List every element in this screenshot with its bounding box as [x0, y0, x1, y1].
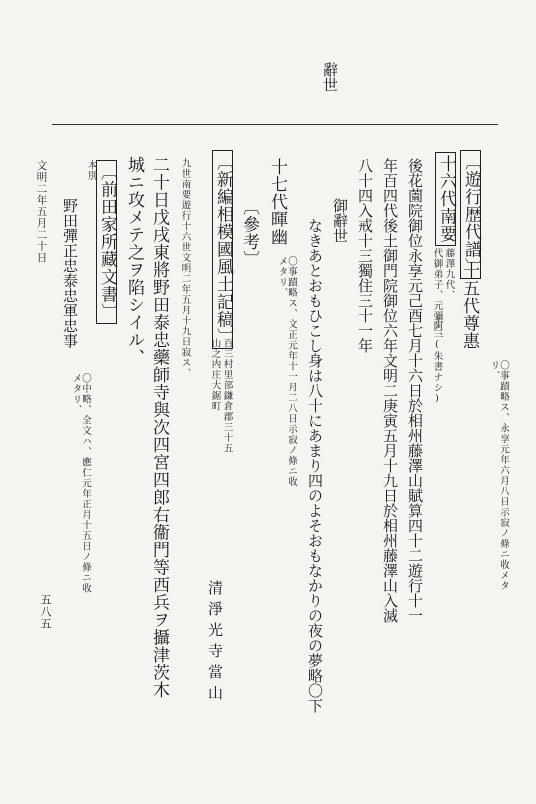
body-line-1: 後花薗院御位永享元己酉七月十六日於相州藤澤山賦算四十二遊行十一	[406, 158, 424, 623]
document-title: 野田彈正忠泰忠軍忠事	[61, 198, 79, 348]
note-16-c: 十三(朱書ナシ)	[431, 318, 443, 405]
note-16-a: 藤澤九代、	[443, 248, 455, 301]
maeda-subnote: 本別	[85, 160, 97, 181]
entry-16-nanyo: 十六代南要	[435, 152, 456, 246]
source-title-sagami: 〔新編相模國風土記稿〕	[212, 150, 233, 349]
document-note: 〇中略、全文ハ、應仁元年正月十五日ノ條ニ收メタリ、	[70, 373, 91, 594]
entry-17-kiyu: 十七代暉幽	[267, 158, 287, 246]
body-line-3: 八十四入戒十三獨住三十一年	[356, 158, 374, 353]
entry-15-soke: 十五代尊惠	[459, 262, 479, 350]
note-16-b: 代御弟子、元彌阿、	[431, 248, 443, 343]
sanko-heading: 〔參考〕	[239, 198, 259, 268]
page-number: 五八五	[39, 594, 52, 630]
source-title-maeda: 〔前田家所藏文書〕	[96, 160, 117, 324]
event-line-1: 二十日戊戌東將野田泰忠藥師寺與次四宮四郎右衞門等西兵ヲ攝津茨木	[149, 156, 169, 699]
note-17: 〇事蹟略ス、文正元年十一月二八日示寂ノ條ニ收メタリ、	[276, 256, 297, 487]
body-line-2: 年百四代後土御門院御位六年文明二庚寅五月十九日於相州藤澤山入滅	[381, 158, 399, 623]
jisei-poem: なきあとおもひこし身は八十にあまり四のよそおもなかりの夜の夢略〇下	[306, 218, 324, 713]
sagami-location-b: 山之内庄大鋸町	[209, 338, 221, 412]
margin-date: 文明二年五月二十日	[35, 160, 48, 264]
event-line-2: 城ニ攻メテ之ヲ陷シイル、	[124, 156, 144, 366]
header-rule	[52, 124, 498, 125]
temple-name: 清淨光寺當山	[206, 580, 224, 706]
sagami-note: 九世南要遊行十六世文明二年五月十九日寂ス、	[179, 158, 191, 379]
jisei-heading: 御辭世	[331, 198, 349, 243]
source-title-yugyo: 〔遊行歴代譜〕	[460, 150, 481, 279]
note-15: 〇事蹟略ス、永享元年六月八日示寂ノ條ニ收メタリ、	[488, 360, 509, 591]
running-title: 辭世	[321, 62, 339, 92]
sagami-location-a: 百三村里部鎌倉郡三十五	[221, 338, 233, 454]
